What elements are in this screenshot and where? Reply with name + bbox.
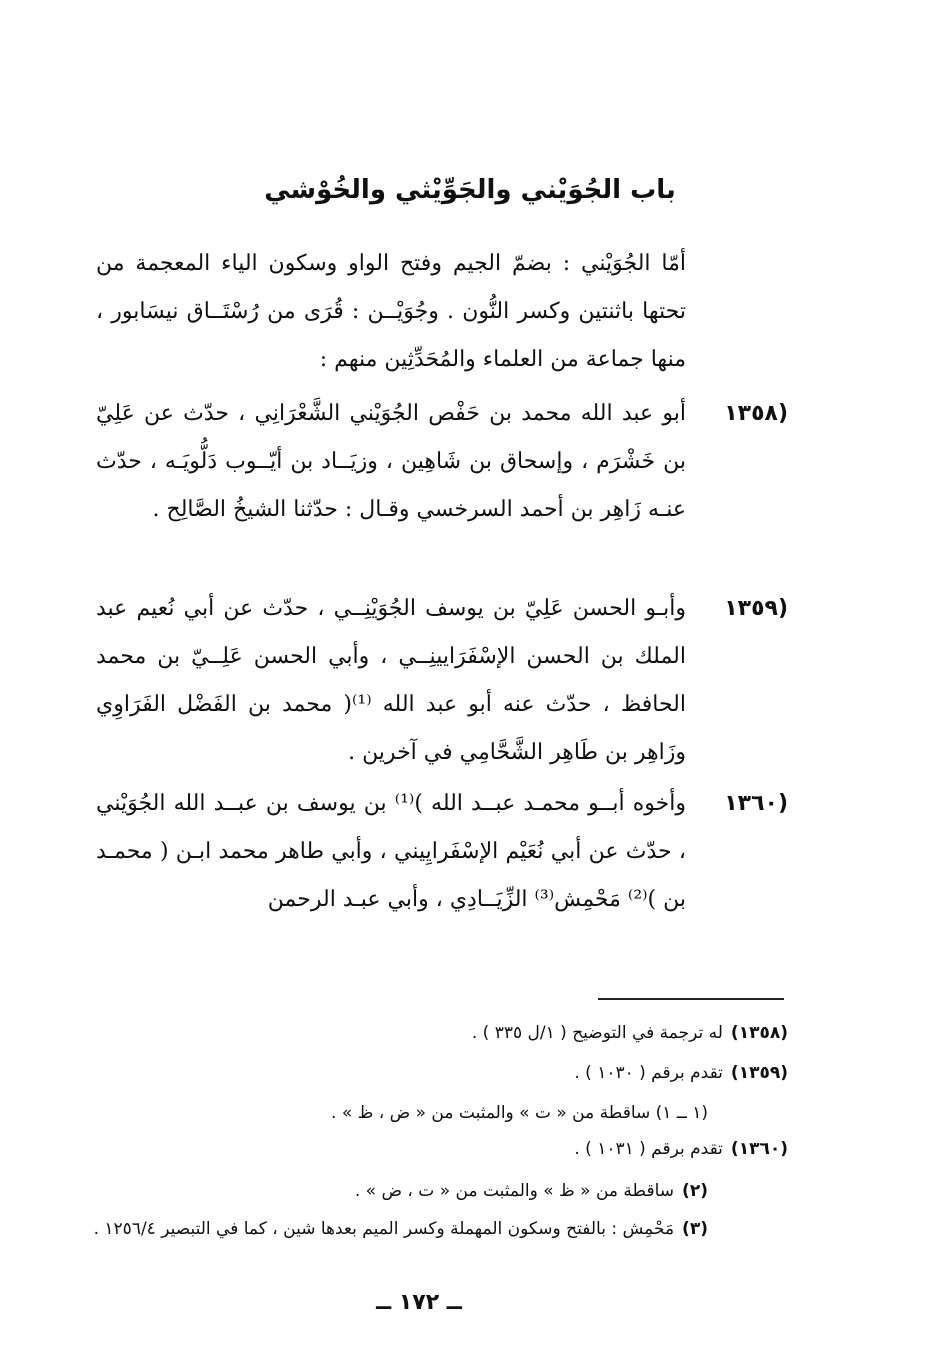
footnote-number: (١٣٦٠) <box>730 1139 788 1159</box>
footnote <box>331 1098 708 1128</box>
footnote-text: ساقطة من « ظ » والمثبت من « ت ، ض » . <box>354 1181 675 1201</box>
footnote-text: (١ ــ ١) ساقطة من « ت » والمثبت من « ض ، ظ » . <box>331 1103 708 1123</box>
page-number: ــ ١٧٢ ــ <box>376 1290 462 1315</box>
intro-paragraph <box>96 240 686 384</box>
footnote-text: تقدم برقم ( ١٠٣١ ) . <box>574 1139 723 1159</box>
entry-number: (١٣٦٠ <box>724 791 788 816</box>
footnote-number: (٢) <box>682 1181 708 1201</box>
footnote-number: (١٣٥٩) <box>730 1063 788 1083</box>
entry-1360 <box>96 780 686 924</box>
footnote <box>574 1058 788 1088</box>
footnote-text: تقدم برقم ( ١٠٣٠ ) . <box>574 1063 723 1083</box>
entry-number: (١٣٥٨ <box>724 401 788 426</box>
footnote-number: (٣) <box>682 1219 708 1239</box>
footnote <box>574 1134 788 1164</box>
footnote <box>94 1214 708 1244</box>
entry-1359 <box>96 585 686 777</box>
intro-text: أمّا الجُوَيْني : بضمّ الجيم وفتح الواو وسكون الياء المعجمة من تحتها باثنتين وكسر النُّون . وجُوَيْــن : قُرَى من رُسْتَــاق نيسَابور ، منها جماعة من العلماء والمُحَدِّثِين منهم : <box>96 251 686 372</box>
footnote <box>355 1176 708 1206</box>
footnote-text: له ترجمة في التوضيح ( ١/ل ٣٣٥ ) . <box>471 1023 723 1043</box>
entry-1358 <box>96 390 686 534</box>
entry-number: (١٣٥٩ <box>724 596 788 621</box>
entry-text: أبو عبد الله محمد بن حَفْص الجُوَيْني الشَّعْرَانِي ، حدّث عن عَلِيّ بن خَشْرَم ، وإسحاق بن شَاهِين ، وزيَــاد بن أيّــوب دَلُّويَـه ، حدّث عنـه زَاهِر بن أحمد السرخسي وقـال : حدّثنا الشيخُ الصَّالِح . <box>96 401 686 522</box>
entry-text: وأبـو الحسن عَلِيّ بن يوسف الجُوَيْنِــي ، حدّث عن أبي نُعيم عبد الملك بن الحسن الإسْفَرَايينِــي ، وأبي الحسن عَلِــيّ بن محمد الحافظ ، حدّث عنه أبو عبد الله ⁽¹⁾( محمد بن الفَضْل الفَرَاوِي وزَاهِر بن طَاهِر الشَّحَّامِي في آخرين . <box>96 596 686 765</box>
page-title: باب الجُوَيْني والجَوِّيْثي والخُوْشي <box>264 175 676 205</box>
footnote <box>472 1018 788 1048</box>
entry-text: وأخوه أبــو محمـد عبــد الله )⁽¹⁾ بن يوسف بن عبــد الله الجُوَيْني ، حدّث عن أبي نُعَيْم الإسْفَرايِيني ، وأبي طاهر محمد ابـن ( محمـد بن )⁽²⁾ مَحْمِش⁽³⁾ الزِّيَــادِي ، وأبي عبـد الرحمن <box>96 791 686 912</box>
footnote-number: (١٣٥٨) <box>730 1023 788 1043</box>
footnote-separator <box>598 998 784 1000</box>
footnote-text: مَحْمِش : بالفتح وسكون المهملة وكسر الميم بعدها شين ، كما في التبصير ١٢٥٦/٤ . <box>93 1219 675 1239</box>
